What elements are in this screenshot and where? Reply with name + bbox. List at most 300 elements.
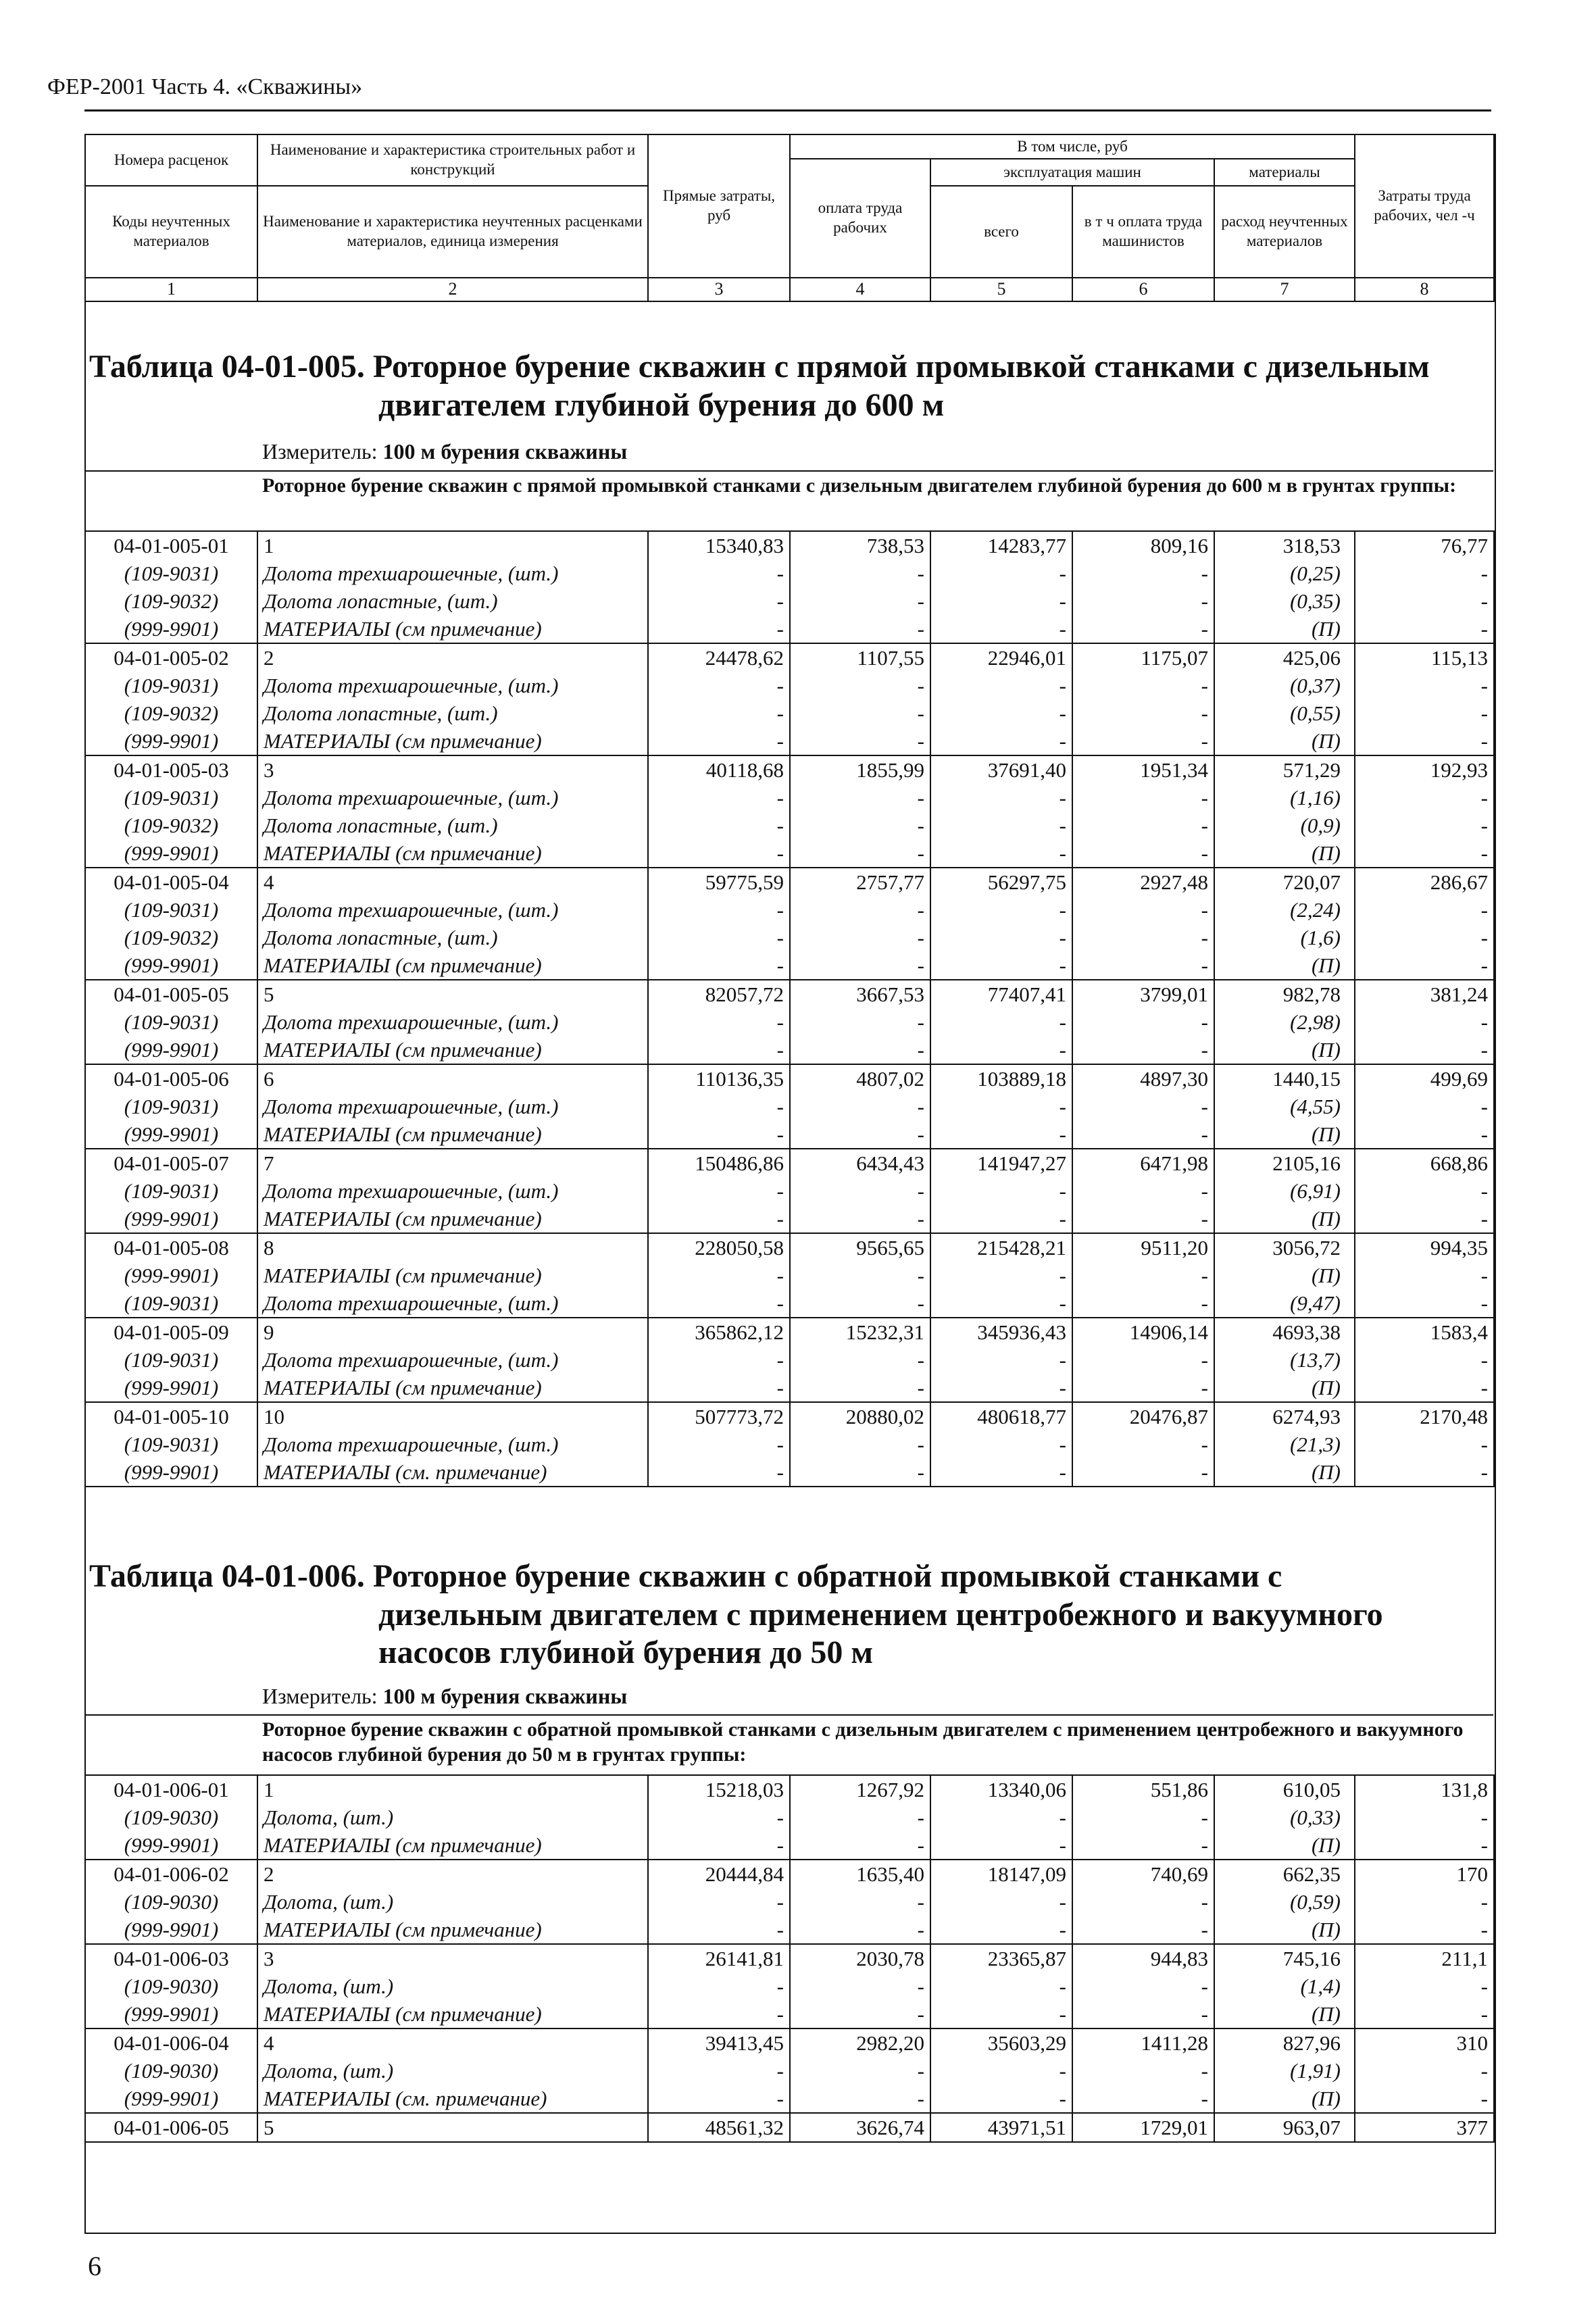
- table-cell: 4: [257, 868, 648, 896]
- table-cell: (109-9030): [85, 1972, 257, 2000]
- table-cell: (П): [1214, 951, 1355, 980]
- table-cell: 6471,98: [1072, 1149, 1214, 1177]
- table-cell: 2105,16: [1214, 1149, 1355, 1177]
- table-cell: 5: [257, 2113, 648, 2142]
- table-cell: -: [1072, 587, 1214, 615]
- table-cell: -: [930, 1008, 1072, 1036]
- rate-row: [85, 1149, 1494, 1177]
- table-cell: 24478,62: [648, 643, 790, 672]
- table-cell: -: [648, 1831, 790, 1860]
- table-cell: -: [790, 1036, 930, 1064]
- table-cell: -: [790, 1177, 930, 1205]
- table-cell: 381,24: [1355, 980, 1494, 1008]
- table-cell: (П): [1214, 2000, 1355, 2028]
- table1-intro: Роторное бурение скважин с прямой промывкой станками с дизельным двигателем глубиной бурения до 600 м в грунтах группы:: [262, 474, 1457, 497]
- table-cell: -: [648, 896, 790, 924]
- rate-row: [85, 1233, 1494, 1262]
- table-cell: (999-9901): [85, 1120, 257, 1149]
- rate-row: [85, 1944, 1494, 1972]
- table-cell: -: [930, 727, 1072, 755]
- table-cell: -: [930, 1177, 1072, 1205]
- table-cell: Долота лопастные, (шт.): [257, 812, 648, 839]
- table-cell: (109-9030): [85, 1803, 257, 1831]
- table-cell: 2170,48: [1355, 1402, 1494, 1430]
- table-cell: (П): [1214, 1916, 1355, 1944]
- table-cell: 994,35: [1355, 1233, 1494, 1262]
- table-cell: 310: [1355, 2028, 1494, 2057]
- table1-title: [89, 348, 1430, 424]
- table-cell: (109-9031): [85, 1177, 257, 1205]
- table-cell: МАТЕРИАЛЫ (см. примечание): [257, 2085, 648, 2113]
- table-cell: 4897,30: [1072, 1064, 1214, 1093]
- table2-title-line3: насосов глубиной бурения до 50 м: [378, 1635, 874, 1671]
- material-row: [85, 1972, 1494, 2000]
- table-cell: 9511,20: [1072, 1233, 1214, 1262]
- table-cell: -: [930, 951, 1072, 980]
- table-cell: -: [648, 1346, 790, 1374]
- table-cell: 04-01-005-02: [85, 643, 257, 672]
- table-cell: 48561,32: [648, 2113, 790, 2142]
- table-cell: -: [648, 1374, 790, 1402]
- header-number: 2: [257, 278, 648, 301]
- table-cell: МАТЕРИАЛЫ (см примечание): [257, 615, 648, 643]
- material-row: [85, 1177, 1494, 1205]
- table-cell: (1,6): [1214, 924, 1355, 951]
- table-cell: (109-9030): [85, 2057, 257, 2085]
- table-cell: -: [1355, 951, 1494, 980]
- table-cell: 1855,99: [790, 755, 930, 784]
- material-row: [85, 2000, 1494, 2028]
- table-cell: -: [930, 1430, 1072, 1458]
- material-row: [85, 784, 1494, 812]
- table-cell: -: [1355, 1177, 1494, 1205]
- table-cell: (0,55): [1214, 699, 1355, 727]
- table-cell: -: [790, 1831, 930, 1860]
- material-row: [85, 896, 1494, 924]
- table-cell: -: [790, 812, 930, 839]
- header-col4: оплата труда рабочих: [790, 159, 930, 278]
- table-cell: -: [790, 1458, 930, 1487]
- table-cell: -: [930, 1972, 1072, 2000]
- material-row: [85, 1458, 1494, 1487]
- table-cell: (П): [1214, 1036, 1355, 1064]
- table-cell: -: [930, 1831, 1072, 1860]
- table2-title-line1: Таблица 04-01-006. Роторное бурение скважин с обратной промывкой станками с: [89, 1558, 1282, 1594]
- table-cell: -: [1072, 1888, 1214, 1916]
- table-cell: Долота, (шт.): [257, 1888, 648, 1916]
- table-cell: -: [648, 1093, 790, 1120]
- table-cell: -: [648, 1205, 790, 1233]
- table-cell: -: [930, 2085, 1072, 2113]
- table-cell: -: [1072, 2085, 1214, 2113]
- table-cell: (П): [1214, 1262, 1355, 1289]
- table2-rates: [84, 1774, 1495, 2143]
- table-cell: -: [648, 1120, 790, 1149]
- table-cell: МАТЕРИАЛЫ (см примечание): [257, 2000, 648, 2028]
- material-row: [85, 1916, 1494, 1944]
- table-cell: (П): [1214, 839, 1355, 868]
- table-cell: -: [790, 924, 930, 951]
- table-cell: -: [790, 615, 930, 643]
- table-cell: 215428,21: [930, 1233, 1072, 1262]
- table-cell: 740,69: [1072, 1860, 1214, 1888]
- table-cell: МАТЕРИАЛЫ (см примечание): [257, 1262, 648, 1289]
- table1-rates: [84, 530, 1495, 1487]
- table2-measure-rule: [84, 1714, 1493, 1716]
- table-cell: 3626,74: [790, 2113, 930, 2142]
- table-cell: -: [790, 1803, 930, 1831]
- table-cell: 04-01-005-06: [85, 1064, 257, 1093]
- table-cell: -: [790, 1289, 930, 1318]
- table-cell: -: [1072, 1972, 1214, 2000]
- table-cell: -: [790, 1430, 930, 1458]
- table-cell: 39413,45: [648, 2028, 790, 2057]
- table-cell: Долота трехшарошечные, (шт.): [257, 1346, 648, 1374]
- table-cell: (0,35): [1214, 587, 1355, 615]
- table-cell: 668,86: [1355, 1149, 1494, 1177]
- table-cell: -: [790, 839, 930, 868]
- table-cell: 6434,43: [790, 1149, 930, 1177]
- table-cell: -: [790, 1093, 930, 1120]
- table-cell: -: [1355, 1888, 1494, 1916]
- table-cell: -: [790, 587, 930, 615]
- rate-row: [85, 1775, 1494, 1803]
- material-row: [85, 1374, 1494, 1402]
- table-cell: (6,91): [1214, 1177, 1355, 1205]
- table-cell: -: [648, 672, 790, 699]
- table-cell: (2,98): [1214, 1008, 1355, 1036]
- table-cell: 3667,53: [790, 980, 930, 1008]
- table1-measure-value: 100 м бурения скважины: [382, 439, 628, 464]
- table-cell: 1440,15: [1214, 1064, 1355, 1093]
- material-row: [85, 1036, 1494, 1064]
- table-cell: -: [1072, 615, 1214, 643]
- table-cell: -: [1355, 1036, 1494, 1064]
- header-number: 7: [1214, 278, 1355, 301]
- table-cell: -: [790, 951, 930, 980]
- table-cell: -: [1355, 924, 1494, 951]
- table-cell: (1,16): [1214, 784, 1355, 812]
- material-row: [85, 1205, 1494, 1233]
- table-cell: -: [790, 1916, 930, 1944]
- header-col7: расход неучтенных материалов: [1214, 186, 1355, 278]
- table1-measure: [262, 439, 627, 464]
- table-cell: -: [930, 1916, 1072, 1944]
- table-cell: 720,07: [1214, 868, 1355, 896]
- table-cell: -: [1072, 1831, 1214, 1860]
- table-cell: 1: [257, 531, 648, 559]
- table-cell: -: [930, 559, 1072, 587]
- table-cell: 43971,51: [930, 2113, 1072, 2142]
- table-cell: -: [648, 1430, 790, 1458]
- material-row: [85, 1888, 1494, 1916]
- column-header-table: [84, 134, 1495, 302]
- table-cell: 04-01-005-01: [85, 531, 257, 559]
- table-cell: 103889,18: [930, 1064, 1072, 1093]
- table-cell: Долота, (шт.): [257, 2057, 648, 2085]
- table-cell: 2: [257, 1860, 648, 1888]
- table-cell: -: [1072, 2000, 1214, 2028]
- table-cell: 2757,77: [790, 868, 930, 896]
- header-machines: эксплуатация машин: [930, 159, 1214, 186]
- table-cell: -: [1072, 1346, 1214, 1374]
- table-cell: 04-01-006-04: [85, 2028, 257, 2057]
- table-cell: (999-9901): [85, 1262, 257, 1289]
- table-cell: (4,55): [1214, 1093, 1355, 1120]
- table-cell: 76,77: [1355, 531, 1494, 559]
- table-cell: 662,35: [1214, 1860, 1355, 1888]
- table-cell: (109-9032): [85, 587, 257, 615]
- table-cell: Долота лопастные, (шт.): [257, 924, 648, 951]
- header-col1-top: Номера расценок: [85, 134, 257, 186]
- table-cell: -: [648, 2085, 790, 2113]
- table-cell: 110136,35: [648, 1064, 790, 1093]
- table-cell: -: [1072, 839, 1214, 868]
- table-cell: -: [1355, 559, 1494, 587]
- table-cell: 13340,06: [930, 1775, 1072, 1803]
- table-cell: 365862,12: [648, 1318, 790, 1346]
- table-cell: -: [648, 587, 790, 615]
- table-cell: Долота, (шт.): [257, 1803, 648, 1831]
- table-cell: -: [930, 2000, 1072, 2028]
- table-cell: -: [930, 1093, 1072, 1120]
- table-cell: (П): [1214, 1458, 1355, 1487]
- table-cell: МАТЕРИАЛЫ (см примечание): [257, 839, 648, 868]
- table-cell: -: [930, 924, 1072, 951]
- table-cell: -: [648, 559, 790, 587]
- table-cell: 1635,40: [790, 1860, 930, 1888]
- table-cell: МАТЕРИАЛЫ (см примечание): [257, 727, 648, 755]
- table-cell: 345936,43: [930, 1318, 1072, 1346]
- table-cell: -: [930, 1289, 1072, 1318]
- table-cell: 04-01-005-04: [85, 868, 257, 896]
- header-number: 4: [790, 278, 930, 301]
- table-cell: 150486,86: [648, 1149, 790, 1177]
- table-cell: -: [1072, 1374, 1214, 1402]
- table-cell: (109-9032): [85, 812, 257, 839]
- table-cell: 15340,83: [648, 531, 790, 559]
- table-cell: -: [1072, 1803, 1214, 1831]
- table-cell: Долота трехшарошечные, (шт.): [257, 672, 648, 699]
- header-col8: Затраты труда рабочих, чел -ч: [1355, 134, 1494, 278]
- table-cell: МАТЕРИАЛЫ (см примечание): [257, 1831, 648, 1860]
- rate-row: [85, 1064, 1494, 1093]
- rate-row: [85, 2113, 1494, 2142]
- table-cell: -: [1355, 1346, 1494, 1374]
- table-cell: (109-9032): [85, 699, 257, 727]
- table-cell: -: [930, 2057, 1072, 2085]
- header-col1-bottom: Коды неучтенных материалов: [85, 186, 257, 278]
- table-cell: -: [1355, 2000, 1494, 2028]
- table-cell: 551,86: [1072, 1775, 1214, 1803]
- table-cell: -: [790, 1205, 930, 1233]
- table-cell: -: [930, 1803, 1072, 1831]
- table-cell: (109-9031): [85, 1289, 257, 1318]
- header-materials: материалы: [1214, 159, 1355, 186]
- table-cell: -: [1072, 559, 1214, 587]
- table-cell: Долота лопастные, (шт.): [257, 587, 648, 615]
- table-cell: -: [1072, 672, 1214, 699]
- table-cell: Долота трехшарошечные, (шт.): [257, 896, 648, 924]
- table-cell: (0,37): [1214, 672, 1355, 699]
- table-cell: (1,91): [1214, 2057, 1355, 2085]
- header-number: 3: [648, 278, 790, 301]
- rate-row: [85, 755, 1494, 784]
- table-cell: -: [1355, 672, 1494, 699]
- table-cell: -: [1072, 924, 1214, 951]
- table1-measure-rule: [84, 470, 1493, 472]
- table-cell: (999-9901): [85, 2085, 257, 2113]
- table-cell: -: [1072, 1177, 1214, 1205]
- table2-measure-value: 100 м бурения скважины: [382, 1684, 628, 1708]
- rate-row: [85, 868, 1494, 896]
- table-cell: -: [930, 784, 1072, 812]
- table-cell: -: [930, 1120, 1072, 1149]
- table-cell: 1583,4: [1355, 1318, 1494, 1346]
- table-cell: -: [648, 2057, 790, 2085]
- table-cell: 738,53: [790, 531, 930, 559]
- table-cell: 571,29: [1214, 755, 1355, 784]
- rate-row: [85, 1318, 1494, 1346]
- material-row: [85, 924, 1494, 951]
- table-cell: 77407,41: [930, 980, 1072, 1008]
- table-cell: 22946,01: [930, 643, 1072, 672]
- table-cell: 18147,09: [930, 1860, 1072, 1888]
- table-cell: 04-01-005-09: [85, 1318, 257, 1346]
- table-cell: (109-9031): [85, 672, 257, 699]
- table-cell: -: [1355, 587, 1494, 615]
- table-cell: -: [930, 839, 1072, 868]
- table-cell: -: [930, 812, 1072, 839]
- table2-measure-label: Измеритель:: [262, 1684, 378, 1708]
- table-cell: -: [1072, 1008, 1214, 1036]
- table-cell: (109-9031): [85, 1093, 257, 1120]
- table-cell: 56297,75: [930, 868, 1072, 896]
- material-row: [85, 727, 1494, 755]
- table-cell: -: [1355, 1972, 1494, 2000]
- table2-title-line2: дизельным двигателем с применением центробежного и вакуумного: [378, 1596, 1383, 1633]
- table-cell: -: [1072, 727, 1214, 755]
- table-cell: -: [1355, 1374, 1494, 1402]
- table-cell: (1,4): [1214, 1972, 1355, 2000]
- table-cell: -: [790, 784, 930, 812]
- table-cell: -: [930, 615, 1072, 643]
- table-cell: -: [648, 2000, 790, 2028]
- table-cell: МАТЕРИАЛЫ (см примечание): [257, 1120, 648, 1149]
- table-cell: -: [790, 1008, 930, 1036]
- table-cell: 425,06: [1214, 643, 1355, 672]
- table-cell: 2: [257, 643, 648, 672]
- table-cell: 6: [257, 1064, 648, 1093]
- header-rule: [84, 109, 1491, 111]
- table-cell: 26141,81: [648, 1944, 790, 1972]
- running-head: ФЕР-2001 Часть 4. «Скважины»: [47, 74, 363, 99]
- table-cell: 4693,38: [1214, 1318, 1355, 1346]
- table-cell: -: [1072, 2057, 1214, 2085]
- table-cell: -: [1355, 784, 1494, 812]
- header-group: В том числе, руб: [790, 134, 1355, 159]
- table-cell: 3056,72: [1214, 1233, 1355, 1262]
- table-cell: 04-01-005-07: [85, 1149, 257, 1177]
- table-cell: 1951,34: [1072, 755, 1214, 784]
- table-cell: -: [648, 1458, 790, 1487]
- table-cell: 04-01-005-05: [85, 980, 257, 1008]
- table-cell: (П): [1214, 1831, 1355, 1860]
- rate-row: [85, 2028, 1494, 2057]
- table-cell: (999-9901): [85, 2000, 257, 2028]
- table-cell: -: [1072, 1289, 1214, 1318]
- table-cell: (9,47): [1214, 1289, 1355, 1318]
- table-cell: -: [790, 1972, 930, 2000]
- table-cell: (П): [1214, 1205, 1355, 1233]
- table-cell: (109-9031): [85, 784, 257, 812]
- table-cell: (0,59): [1214, 1888, 1355, 1916]
- table-cell: 1175,07: [1072, 643, 1214, 672]
- table-cell: -: [1355, 2085, 1494, 2113]
- material-row: [85, 1430, 1494, 1458]
- table-cell: 8: [257, 1233, 648, 1262]
- table1-measure-label: Измеритель:: [262, 439, 378, 464]
- table-cell: -: [930, 896, 1072, 924]
- material-row: [85, 951, 1494, 980]
- header-col5: всего: [930, 186, 1072, 278]
- table-cell: -: [1355, 699, 1494, 727]
- table-cell: 3: [257, 755, 648, 784]
- table-cell: (0,9): [1214, 812, 1355, 839]
- table-cell: -: [1072, 951, 1214, 980]
- table-cell: -: [790, 559, 930, 587]
- table-cell: 35603,29: [930, 2028, 1072, 2057]
- table-cell: -: [1355, 1093, 1494, 1120]
- table-cell: -: [648, 924, 790, 951]
- table-cell: 37691,40: [930, 755, 1072, 784]
- table-cell: -: [648, 699, 790, 727]
- table-cell: 9565,65: [790, 1233, 930, 1262]
- table-cell: 507773,72: [648, 1402, 790, 1430]
- table1-title-line2: двигателем глубиной бурения до 600 м: [378, 387, 945, 423]
- table-cell: -: [1355, 839, 1494, 868]
- table-cell: 14906,14: [1072, 1318, 1214, 1346]
- table-cell: -: [648, 839, 790, 868]
- table-cell: (П): [1214, 615, 1355, 643]
- table-cell: -: [648, 615, 790, 643]
- table-cell: -: [648, 951, 790, 980]
- material-row: [85, 839, 1494, 868]
- table-cell: 2982,20: [790, 2028, 930, 2057]
- table-cell: 10: [257, 1402, 648, 1430]
- table-cell: 499,69: [1355, 1064, 1494, 1093]
- material-row: [85, 559, 1494, 587]
- table-cell: -: [1072, 1458, 1214, 1487]
- table-cell: Долота трехшарошечные, (шт.): [257, 1177, 648, 1205]
- table-cell: (999-9901): [85, 951, 257, 980]
- table-cell: -: [790, 896, 930, 924]
- table-cell: -: [930, 1205, 1072, 1233]
- table-cell: 480618,77: [930, 1402, 1072, 1430]
- table-cell: -: [1072, 1120, 1214, 1149]
- table-cell: -: [1072, 812, 1214, 839]
- table-cell: -: [648, 1916, 790, 1944]
- material-row: [85, 615, 1494, 643]
- material-row: [85, 587, 1494, 615]
- table-cell: -: [790, 1262, 930, 1289]
- material-row: [85, 1120, 1494, 1149]
- table-cell: МАТЕРИАЛЫ (см примечание): [257, 1374, 648, 1402]
- table-cell: -: [930, 1262, 1072, 1289]
- table-cell: (999-9901): [85, 839, 257, 868]
- table-cell: -: [1355, 615, 1494, 643]
- table-cell: 745,16: [1214, 1944, 1355, 1972]
